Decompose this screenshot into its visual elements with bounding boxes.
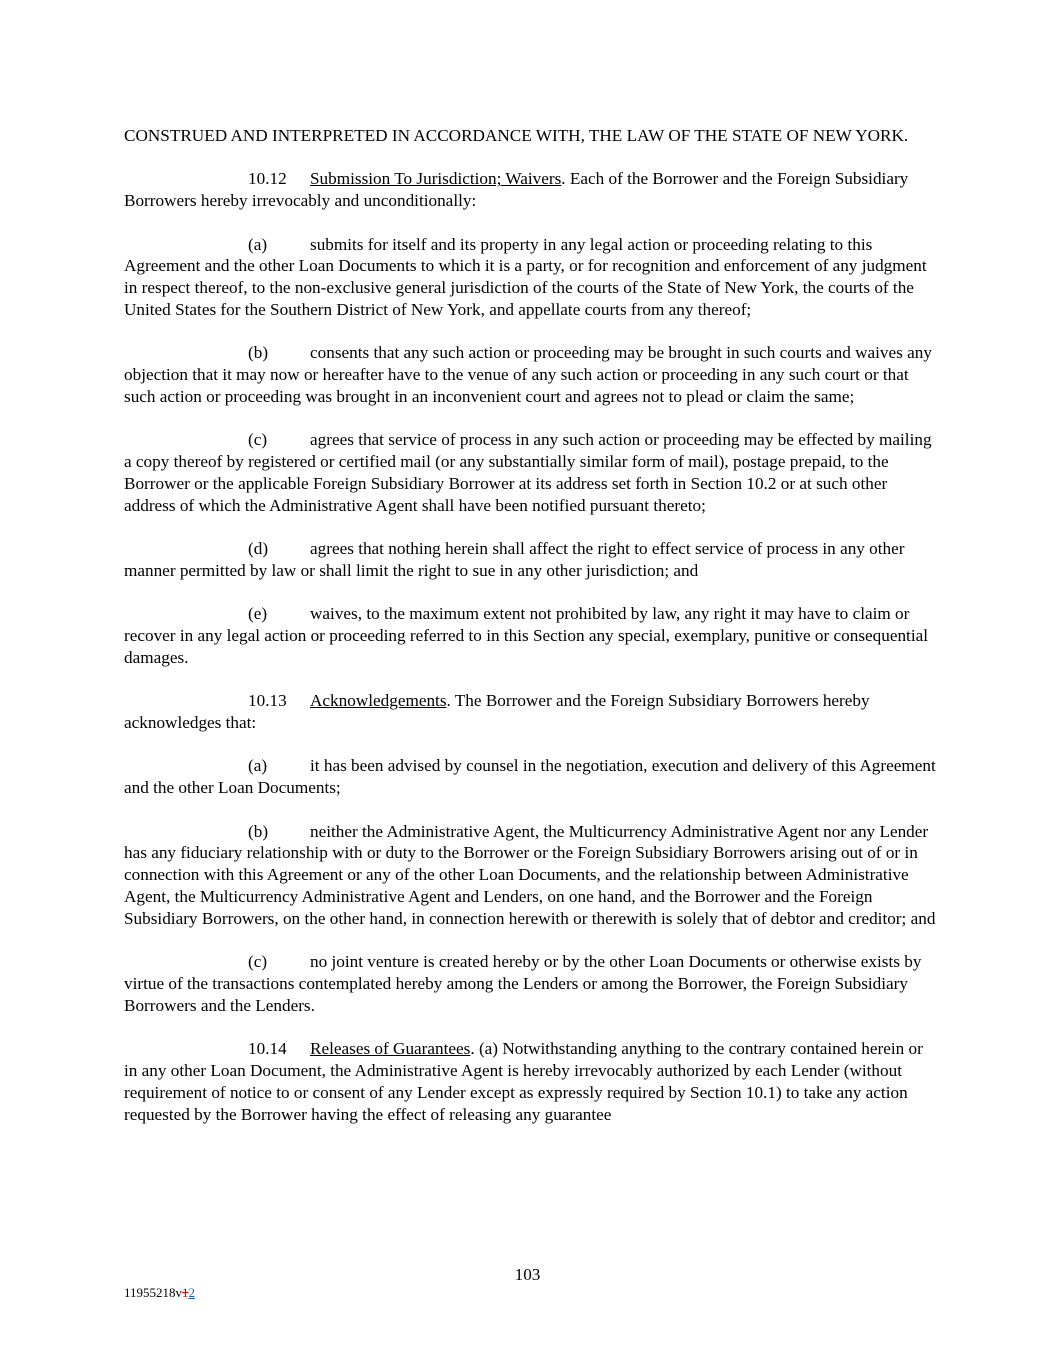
section-number: 10.12 bbox=[248, 169, 287, 189]
section-10-13-heading bbox=[124, 690, 936, 734]
intro-paragraph: CONSTRUED AND INTERPRETED IN ACCORDANCE WITH, THE LAW OF THE STATE OF NEW YORK. bbox=[124, 126, 909, 145]
list-item bbox=[124, 603, 936, 668]
list-item bbox=[124, 234, 936, 321]
section-text: . (a) Notwithstanding anything to the contrary contained herein or in any other Loan Document, the Administrative Agent is hereby irrevocably authorized by each Lender (without requirement of notice to or consent of any Lender except as expressly required by Section 10.1) to take any action requested by the Borrower having the effect of releasing any guarantee bbox=[124, 1039, 923, 1124]
section-number: 10.14 bbox=[248, 1039, 287, 1059]
section-10-14-heading bbox=[124, 1038, 936, 1125]
section-10-12-heading bbox=[124, 168, 936, 212]
deleted-version: 1 bbox=[182, 1285, 189, 1300]
item-label: (b) bbox=[248, 821, 269, 841]
document-body bbox=[124, 125, 936, 1147]
item-label: (c) bbox=[248, 952, 268, 972]
item-label: (e) bbox=[248, 604, 268, 624]
item-text: no joint venture is created hereby or by the other Loan Documents or otherwise exists by virtue of the transactions contemplated hereby among the Lenders or among the Borrower, the Foreign Subsidiary Borrowers and the Lenders. bbox=[124, 952, 922, 1015]
page-number: 103 bbox=[514, 1265, 541, 1284]
item-text: agrees that nothing herein shall affect the right to effect service of process in any other manner permitted by law or shall limit the right to sue in any other jurisdiction; and bbox=[124, 539, 905, 580]
section-title: Releases of Guarantees bbox=[310, 1039, 471, 1059]
list-item bbox=[124, 755, 936, 799]
item-text: consents that any such action or proceeding may be brought in such courts and waives any objection that it may now or hereafter have to the venue of any such action or proceeding in any such court or that such action or proceeding was brought in an inconvenient court and agrees not to plead or claim the same; bbox=[124, 343, 932, 406]
item-text: it has been advised by counsel in the negotiation, execution and delivery of this Agreement and the other Loan Documents; bbox=[124, 756, 936, 798]
section-text: . The Borrower and the Foreign Subsidiary Borrowers hereby acknowledges that: bbox=[124, 691, 870, 733]
section-title: Acknowledgements bbox=[310, 691, 447, 711]
item-label: (a) bbox=[248, 756, 268, 776]
inserted-version: 2 bbox=[188, 1285, 196, 1300]
item-label: (c) bbox=[248, 430, 268, 450]
list-item bbox=[124, 342, 936, 407]
item-text: neither the Administrative Agent, the Multicurrency Administrative Agent nor any Lender has any fiduciary relationship with or duty to the Borrower or the Foreign Subsidiary Borrowers arising out of or in connection with this Agreement or any of the other Loan Documents, and the relationship between Administrative Agent, the Multicurrency Administrative Agent and Lenders, on one hand, and the Borrower and the Foreign Subsidiary Borrowers, on the other hand, in connection herewith or therewith is solely that of debtor and creditor; and bbox=[124, 821, 936, 928]
item-text: agrees that service of process in any such action or proceeding may be effected by mailing a copy thereof by registered or certified mail (or any substantially similar form of mail), postage prepaid, to the Borrower or the applicable Foreign Subsidiary Borrower at its address set forth in Section 10.2 or at such other address of which the Administrative Agent shall have been notified pursuant thereto; bbox=[124, 430, 932, 515]
section-text: . Each of the Borrower and the Foreign Subsidiary Borrowers hereby irrevocably and unconditionally: bbox=[124, 169, 909, 211]
item-text: submits for itself and its property in any legal action or proceeding relating to this Agreement and the other Loan Documents to which it is a party, or for recognition and enforcement of any judgment in respect thereof, to the non-exclusive general jurisdiction of the courts of the State of New York, the courts of the United States for the Southern District of New York, and appellate courts from any thereof; bbox=[124, 234, 927, 319]
list-item bbox=[124, 951, 936, 1016]
item-label: (d) bbox=[248, 539, 269, 559]
doc-id-prefix: 11955218v bbox=[124, 1285, 183, 1300]
item-text: waives, to the maximum extent not prohibited by law, any right it may have to claim or recover in any legal action or proceeding referred to in this Section any special, exemplary, punitive or consequential damages. bbox=[124, 604, 929, 667]
document-id bbox=[124, 1285, 195, 1301]
section-number: 10.13 bbox=[248, 691, 287, 711]
section-title: Submission To Jurisdiction; Waivers bbox=[310, 169, 562, 189]
list-item bbox=[124, 429, 936, 516]
list-item bbox=[124, 821, 936, 930]
item-label: (b) bbox=[248, 343, 269, 363]
item-label: (a) bbox=[248, 234, 268, 254]
list-item bbox=[124, 538, 936, 582]
